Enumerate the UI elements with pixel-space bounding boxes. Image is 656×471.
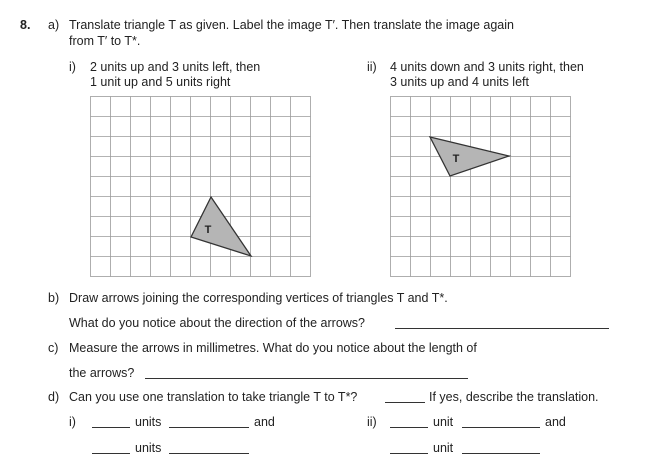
part-d-ii-blank-2[interactable]	[462, 427, 540, 428]
part-b-line1: Draw arrows joining the corresponding vertices of triangles T and T*.	[69, 291, 448, 305]
part-d-i-label: i)	[69, 415, 76, 429]
grid-ii[interactable]	[390, 96, 572, 278]
part-b-answer-line[interactable]	[395, 328, 609, 329]
part-d-yes-no-line[interactable]	[385, 402, 425, 403]
part-b-label: b)	[48, 291, 60, 305]
part-d-i-blank-3[interactable]	[92, 453, 130, 454]
part-a-ii-label: ii)	[367, 60, 377, 74]
part-d-i-and: and	[254, 415, 275, 429]
part-d-ii-blank-3[interactable]	[390, 453, 428, 454]
part-d-text-before: Can you use one translation to take triangle T to T*?	[69, 390, 358, 404]
question-number: 8.	[20, 18, 31, 32]
part-a-i-line1: 2 units up and 3 units left, then	[90, 60, 261, 74]
triangle-t-i-label: T	[204, 224, 212, 236]
part-c-line1: Measure the arrows in millimetres. What do you notice about the length of	[69, 341, 477, 355]
part-d-i-blank-1[interactable]	[92, 427, 130, 428]
triangle-t-ii	[430, 137, 509, 176]
part-d-ii-label: ii)	[367, 415, 377, 429]
part-d-ii-blank-1[interactable]	[390, 427, 428, 428]
part-d-ii-blank-4[interactable]	[462, 453, 540, 454]
part-d-label: d)	[48, 390, 60, 404]
triangle-t-i	[191, 197, 251, 256]
part-a-i-label: i)	[69, 60, 76, 74]
part-a-text-line1: Translate triangle T as given. Label the image T′. Then translate the image again	[69, 18, 514, 32]
part-a-ii-line2: 3 units up and 4 units left	[390, 75, 529, 89]
part-c-label: c)	[48, 341, 59, 355]
part-a-i-line2: 1 unit up and 5 units right	[90, 75, 231, 89]
part-d-ii-unit-1: unit	[433, 415, 454, 429]
part-d-i-units-1: units	[135, 415, 162, 429]
part-d-text-after: If yes, describe the translation.	[429, 390, 599, 404]
part-a-text-line2: from T′ to T*.	[69, 34, 141, 48]
grid-ii-lines	[391, 97, 571, 277]
part-d-i-blank-2[interactable]	[169, 427, 249, 428]
part-d-i-blank-4[interactable]	[169, 453, 249, 454]
grid-i-lines	[91, 97, 311, 277]
part-d-i-units-2: units	[135, 441, 162, 455]
part-b-line2: What do you notice about the direction of the arrows?	[69, 316, 366, 330]
part-d-ii-unit-2: unit	[433, 441, 454, 455]
part-a-ii-line1: 4 units down and 3 units right, then	[390, 60, 584, 74]
part-d-ii-and: and	[545, 415, 566, 429]
triangle-t-ii-label: T	[452, 153, 460, 165]
grid-i[interactable]	[90, 96, 312, 278]
part-a-label: a)	[48, 18, 60, 32]
part-c-line2: the arrows?	[69, 366, 135, 380]
part-c-answer-line[interactable]	[145, 378, 468, 379]
